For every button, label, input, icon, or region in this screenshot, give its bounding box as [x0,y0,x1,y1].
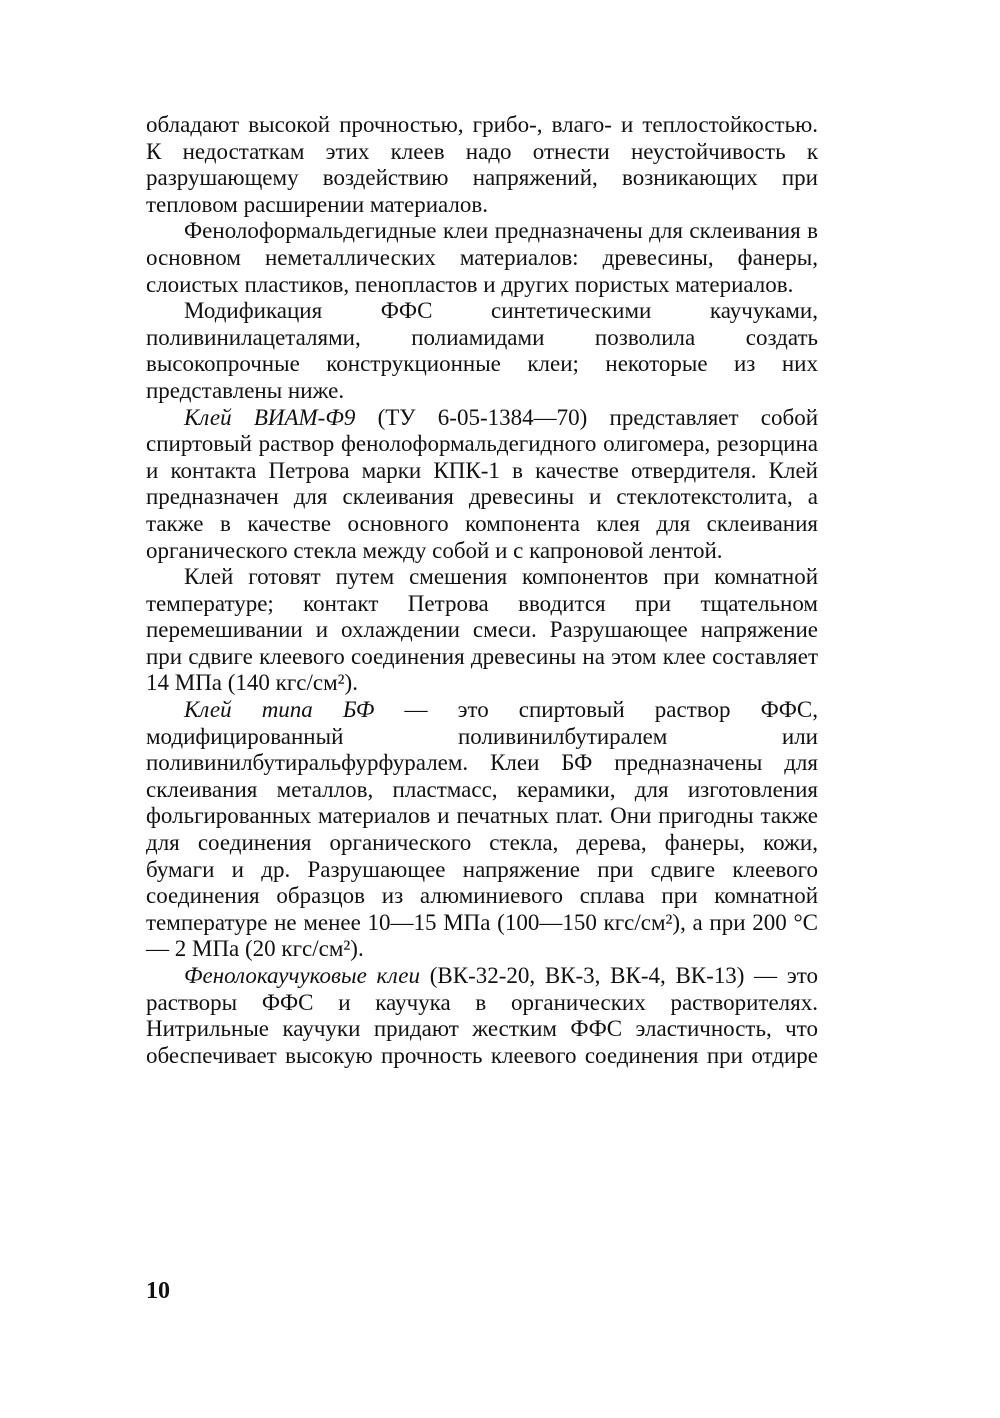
paragraph-6-text: — это спиртовый раствор ФФС, модифицированный поливинилбутиралем или поливинилбутиральфурфуралем. Клеи БФ предназначены для склеивания металлов, пластмасс, керамики, для изготовления фольгированных материалов и печатных плат. Они пригодны также для соединения органического стекла, дерева, фанеры, кожи, бумаги и др. Разрушающее напряжение при сдвиге клеевого соединения образцов из алюминиевого сплава при комнатной температуре не менее 10—15 МПа (100—150 кгс/см²), а при 200 °С — 2 МПа (20 кгс/см²). [146,697,818,962]
paragraph-3 [146,298,818,404]
paragraph-4-term: Клей ВИАМ-Ф9 [184,404,356,430]
body-text [146,112,818,1069]
paragraph-1 [146,112,818,218]
paragraph-2-text: Фенолоформальдегидные клеи предназначены для склеивания в основном неметаллических материалов: древесины, фанеры, слоистых пластиков, пенопластов и других пористых материалов. [146,218,818,297]
paragraph-2 [146,218,818,298]
paragraph-3-text: Модификация ФФС синтетическими каучуками, поливинилацеталями, полиамидами позволила создать высокопрочные конструкционные клеи; некоторые из них представлены ниже. [146,298,818,403]
paragraph-4 [146,405,818,565]
paragraph-7 [146,963,818,1069]
paragraph-5 [146,564,818,697]
paragraph-1-text: обладают высокой прочностью, грибо-, влаго- и теплостойкостью. К недостаткам этих клеев надо отнести неустойчивость к разрушающему воздействию напряжений, возникающих при тепловом расширении материалов. [146,112,818,217]
page-number: 10 [146,1278,170,1304]
paragraph-7-text: (ВК-32-20, ВК-3, ВК-4, ВК-13) — это растворы ФФС и каучука в органических растворителях. Нитрильные каучуки придают жестким ФФС эластичность, что обеспечивает высокую прочность клеевого соединения при отдире [146,963,818,1068]
paragraph-6 [146,697,818,963]
paragraph-6-term: Клей типа БФ [184,697,375,723]
paragraph-7-term: Фенолокаучуковые клеи [184,963,421,988]
paragraph-4-text: (ТУ 6-05-1384—70) представляет собой спиртовый раствор фенолоформальдегидного олигомера, резорцина и контакта Петрова марки КПК-1 в качестве отвердителя. Клей предназначен для склеивания древесины и стеклотекстолита, а также в качестве основного компонента клея для склеивания органического стекла между собой и с капроновой лентой. [146,404,818,563]
paragraph-5-text: Клей готовят путем смешения компонентов при комнатной температуре; контакт Петрова вводится при тщательном перемешивании и охлаждении смеси. Разрушающее напряжение при сдвиге клеевого соединения древесины на этом клее составляет 14 МПа (140 кгс/см²). [146,564,818,696]
